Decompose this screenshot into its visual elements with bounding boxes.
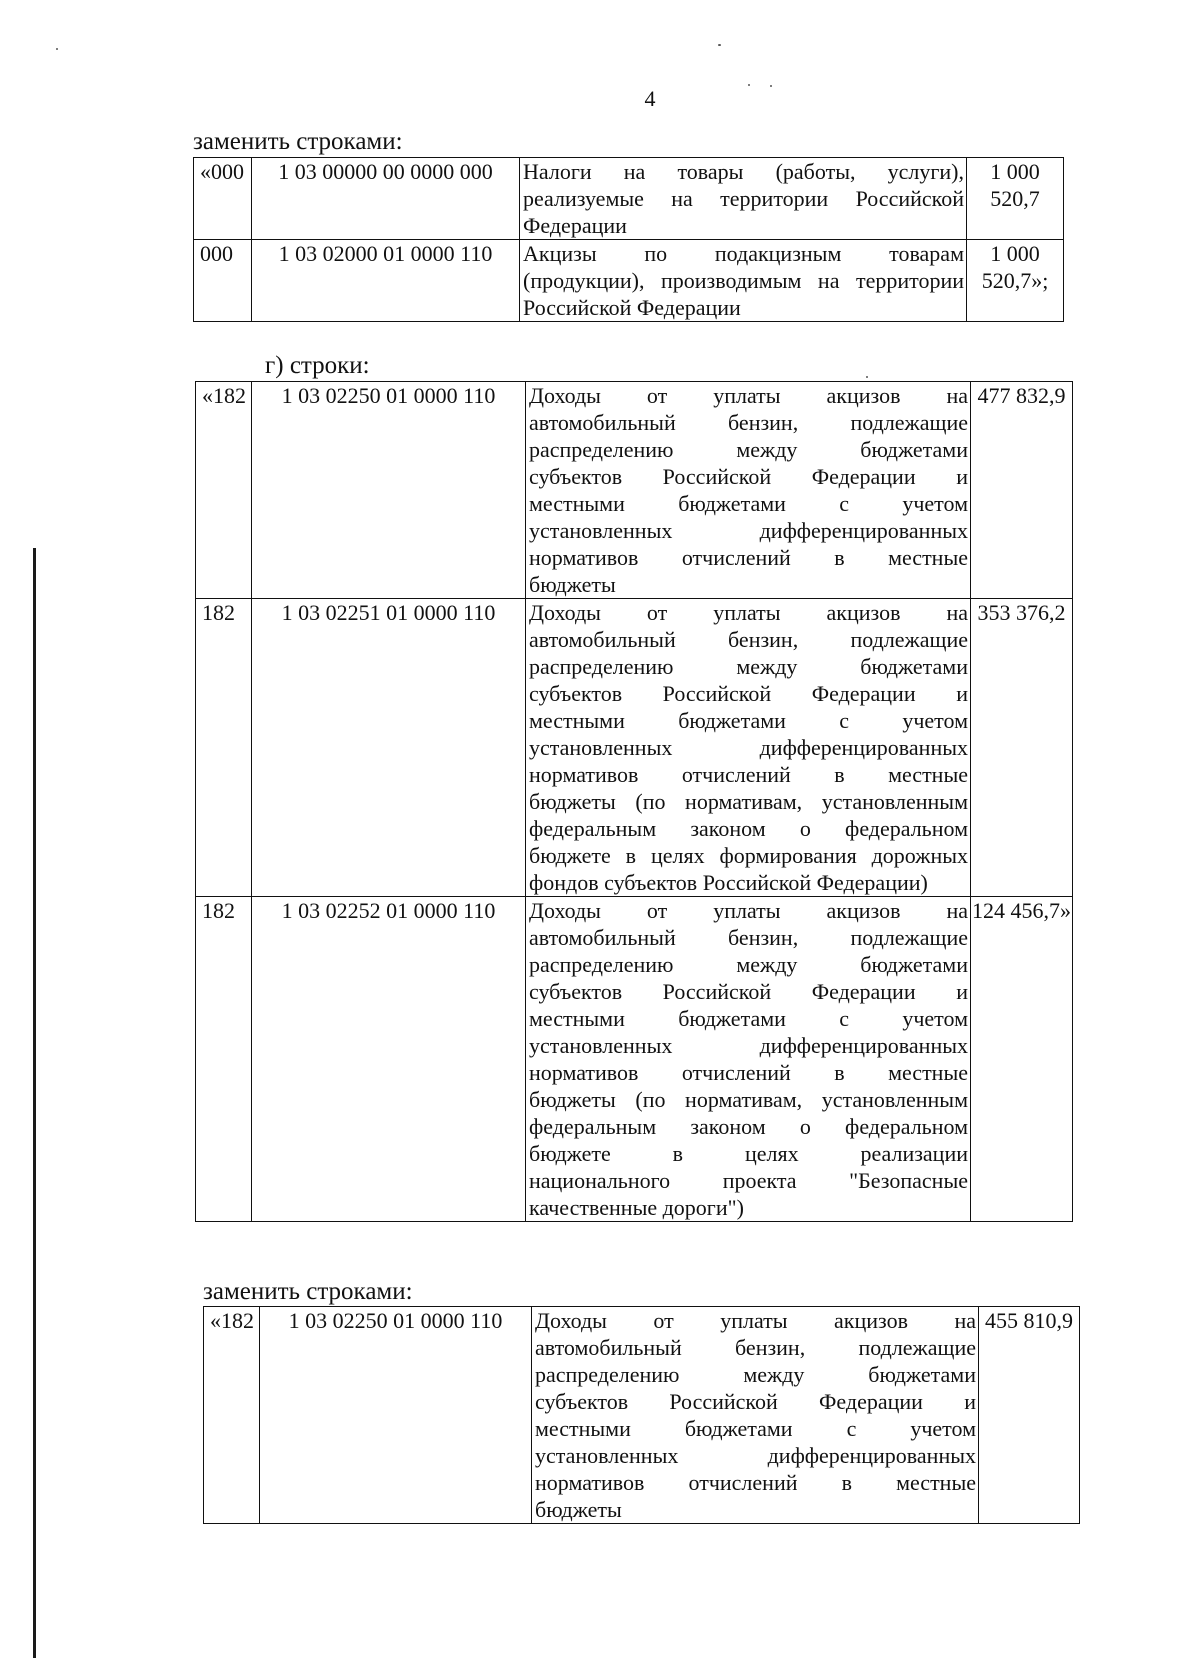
description-cell: Доходы от уплаты акцизов на автомобильный бензин, подлежащие распределению между бюджетами субъектов Российской Федерации и местными бюджетами с учетом установленных дифференцированных нормативов отчислений в местные бюджеты bbox=[526, 382, 971, 599]
description-cell: Акцизы по подакцизным товарам (продукции), производимым на территории Российской Федерации bbox=[520, 240, 967, 322]
amount-cell: 124 456,7» bbox=[971, 897, 1073, 1222]
section-heading: заменить строками: bbox=[203, 1278, 413, 1305]
scan-speck bbox=[770, 85, 772, 87]
scan-speck bbox=[748, 84, 750, 86]
admin-code-cell: 182 bbox=[196, 599, 252, 897]
kbk-code-cell: 1 03 00000 00 0000 000 bbox=[252, 158, 520, 240]
amount-cell: 353 376,2 bbox=[971, 599, 1073, 897]
description-cell: Доходы от уплаты акцизов на автомобильный бензин, подлежащие распределению между бюджетами субъектов Российской Федерации и местными бюджетами с учетом установленных дифференцированных нормативов отчислений в местные бюджеты bbox=[532, 1307, 979, 1524]
amount-cell: 1 000 520,7 bbox=[967, 158, 1064, 240]
replacement-table-2 bbox=[203, 1306, 1080, 1524]
admin-code-cell: «182 bbox=[196, 382, 252, 599]
table-row bbox=[196, 382, 1073, 599]
replacement-table-1 bbox=[193, 157, 1064, 322]
scan-speck bbox=[866, 376, 868, 378]
table-row bbox=[194, 158, 1064, 240]
section-heading: заменить строками: bbox=[193, 128, 403, 155]
scan-speck bbox=[56, 48, 58, 50]
admin-code-cell: «182 bbox=[204, 1307, 260, 1524]
kbk-code-cell: 1 03 02000 01 0000 110 bbox=[252, 240, 520, 322]
kbk-code-cell: 1 03 02252 01 0000 110 bbox=[252, 897, 526, 1222]
description-cell: Налоги на товары (работы, услуги), реализуемые на территории Российской Федерации bbox=[520, 158, 967, 240]
scan-speck bbox=[718, 44, 721, 46]
description-cell: Доходы от уплаты акцизов на автомобильный бензин, подлежащие распределению между бюджетами субъектов Российской Федерации и местными бюджетами с учетом установленных дифференцированных нормативов отчислений в местные бюджеты (по нормативам, установленным федеральным законом о федеральном бюджете в целях формирования дорожных фондов субъектов Российской Федерации) bbox=[526, 599, 971, 897]
original-rows-table bbox=[195, 381, 1073, 1222]
kbk-code-cell: 1 03 02250 01 0000 110 bbox=[252, 382, 526, 599]
table-row bbox=[196, 897, 1073, 1222]
admin-code-cell: «000 bbox=[194, 158, 252, 240]
amount-cell: 455 810,9 bbox=[979, 1307, 1080, 1524]
table-row bbox=[194, 240, 1064, 322]
admin-code-cell: 000 bbox=[194, 240, 252, 322]
section-heading: г) строки: bbox=[265, 352, 370, 379]
description-cell: Доходы от уплаты акцизов на автомобильный бензин, подлежащие распределению между бюджетами субъектов Российской Федерации и местными бюджетами с учетом установленных дифференцированных нормативов отчислений в местные бюджеты (по нормативам, установленным федеральным законом о федеральном бюджете в целях реализации национального проекта "Безопасные качественные дороги") bbox=[526, 897, 971, 1222]
table-row bbox=[204, 1307, 1080, 1524]
scan-edge-artifact bbox=[33, 548, 36, 1658]
kbk-code-cell: 1 03 02250 01 0000 110 bbox=[260, 1307, 532, 1524]
kbk-code-cell: 1 03 02251 01 0000 110 bbox=[252, 599, 526, 897]
admin-code-cell: 182 bbox=[196, 897, 252, 1222]
table-row bbox=[196, 599, 1073, 897]
page-number: 4 bbox=[644, 86, 656, 111]
amount-cell: 477 832,9 bbox=[971, 382, 1073, 599]
amount-cell: 1 000 520,7»; bbox=[967, 240, 1064, 322]
